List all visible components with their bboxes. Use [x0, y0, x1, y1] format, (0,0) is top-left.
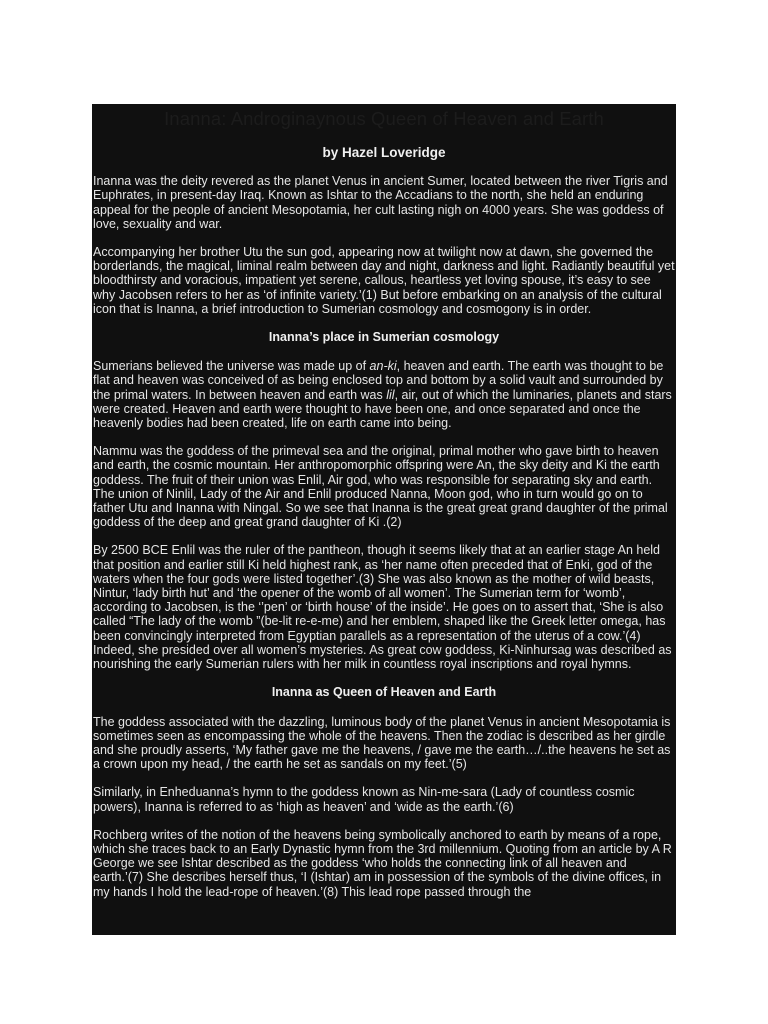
text-run: , air, out of which the luminaries, planets and stars were created. Heaven and earth were thought to have been one, and once separated and once the heavenly bodies had been created, life on earth came into being. — [93, 387, 672, 431]
paragraph: Accompanying her brother Utu the sun god, appearing now at twilight now at dawn, she governed the borderlands, the magical, liminal realm between day and night, darkness and light. Radiantly beautiful yet bloodthirsty and voracious, impatient yet serene, callous, heartless yet loving spouse, it’s easy to see why Jacobsen refers to her as ‘of infinite variety.’(1) But before embarking on an analysis of the cultural icon that is Inanna, a brief introduction to Sumerian cosmology and cosmogony is in order. — [93, 245, 675, 316]
section-heading: Inanna as Queen of Heaven and Earth — [271, 685, 497, 700]
italic-term: lil — [386, 387, 395, 402]
paragraph — [93, 359, 676, 430]
paragraph: By 2500 BCE Enlil was the ruler of the pantheon, though it seems likely that at an earlier stage An held that position and earlier still Ki held highest rank, as ‘her name often preceded that of Enki, god of the waters when the four gods were listed together’.(3) She was also known as the mother of wild beasts, Nintur, ‘lady birth hut’ and ‘the opener of the womb of all women’. The Sumerian term for ‘womb’, according to Jacobsen, is the ‘’pen’ or ‘birth house’ of the inside’. He goes on to assert that, ‘She is also called “The lady of the womb ”(be-lit re-e-me) and her emblem, shaped like the Greek letter omega, has been convincingly interpreted from Egyptian parallels as a representation of the uterus of a cow.’(4) Indeed, she presided over all women’s mysteries. As great cow goddess, Ki-Ninhursag was described as nourishing the early Sumerian rulers with her milk in countless royal inscriptions and royal hymns. — [93, 543, 672, 672]
italic-term: an-ki — [369, 359, 397, 374]
paragraph: The goddess associated with the dazzling, luminous body of the planet Venus in ancient Mesopotamia is sometimes seen as encompassing the whole of the heavens. Then the zodiac is described as her girdle and she proudly asserts, ‘My father gave me the heavens, / gave me the earth…/..the heavens he set as a crown upon my head, / the earth he set as sandals on my feet.’(5) — [93, 714, 671, 772]
section-heading: Inanna’s place in Sumerian cosmology — [268, 330, 500, 345]
document-page — [92, 104, 676, 935]
paragraph: Inanna was the deity revered as the planet Venus in ancient Sumer, located between the river Tigris and Euphrates, in present-day Iraq. Known as Ishtar to the Accadians to the north, she held an enduring appeal for the people of ancient Mesopotamia, her cult lasting nigh on 4000 years. She was goddess of love, sexuality and war. — [93, 174, 668, 231]
paragraph: Rochberg writes of the notion of the heavens being symbolically anchored to earth by means of a rope, which she traces back to an Early Dynastic hymn from the 3rd millennium. Quoting from an article by A R George we see Ishtar described as the goddess ‘who holds the connecting link of all heaven and earth.’(7) She describes herself thus, ‘I (Ishtar) am in possession of the symbols of the divine offices, in my hands I hold the lead-rope of heaven.’(8) This lead rope passed through the — [93, 827, 672, 899]
paragraph: Similarly, in Enheduanna’s hymn to the goddess known as Nin-me-sara (Lady of countless cosmic powers), Inanna is referred to as ‘high as heaven’ and ‘wide as the earth.’(6) — [93, 785, 635, 814]
author-byline: by Hazel Loveridge — [322, 145, 446, 160]
paragraph: Nammu was the goddess of the primeval sea and the original, primal mother who gave birth to heaven and earth, the cosmic mountain. Her anthropomorphic offspring were An, the sky deity and Ki the earth goddess. The fruit of their union was Enlil, Air god, who was responsible for separating sky and earth. The union of Ninlil, Lady of the Air and Enlil produced Nanna, Moon god, who in turn would go on to father Utu and Inanna with Ningal. So we see that Inanna is the great great grand daughter of the primal goddess of the deep and great grand daughter of Ki .(2) — [93, 444, 668, 530]
text-run: , heaven and earth. The earth was thought to be flat and heaven was conceived of as being enclosed top and bottom by a solid vault and surrounded by the primal waters. In between heaven and earth was — [93, 359, 664, 402]
document-title: Inanna: Androginaynous Queen of Heaven and Earth — [164, 108, 604, 129]
text-run: Sumerians believed the universe was made up of — [93, 359, 370, 374]
